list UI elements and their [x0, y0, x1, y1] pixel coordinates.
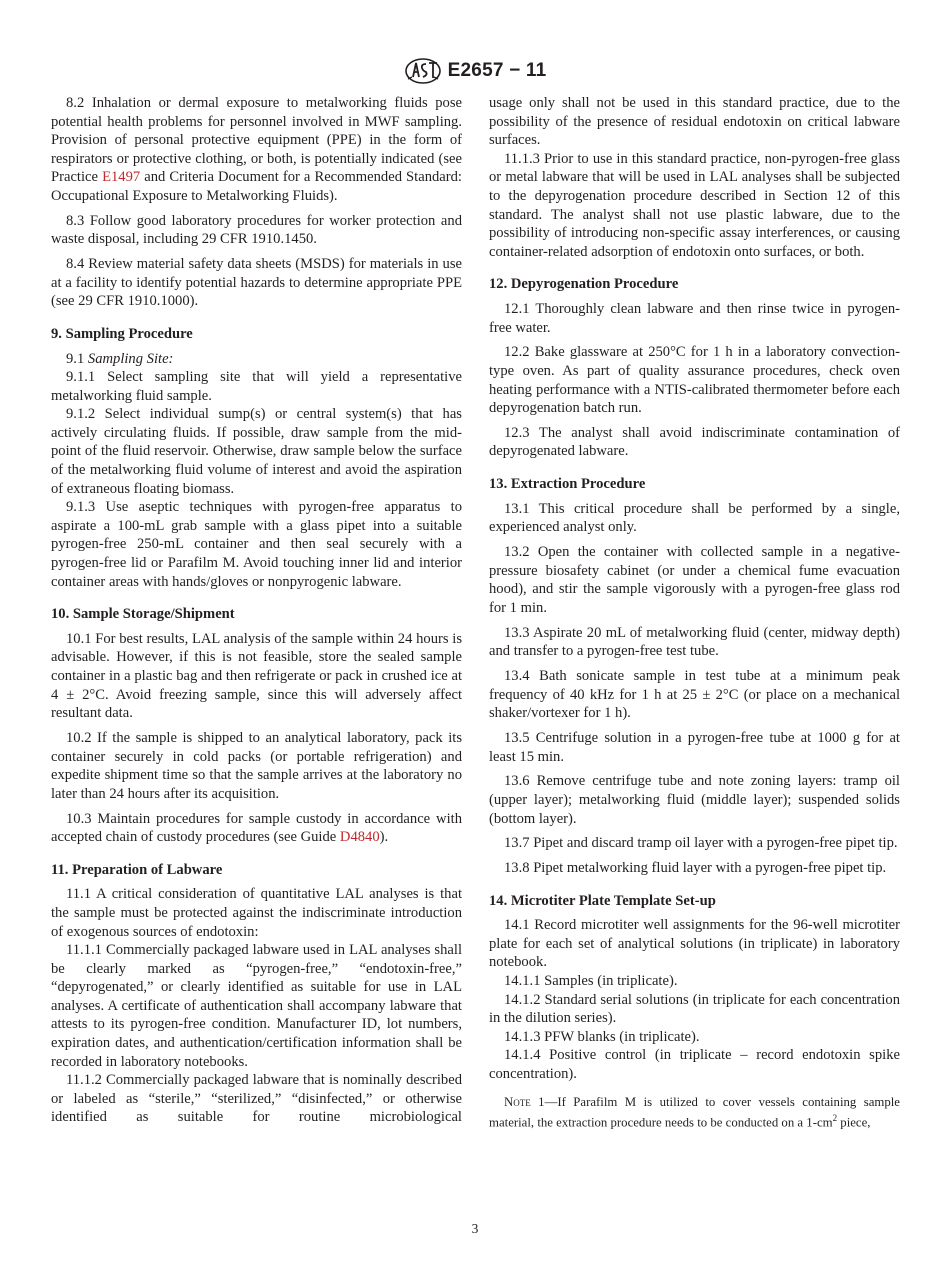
paragraph-13-1: 13.1 This critical procedure shall be performed by a single, experienced analyst only. [489, 500, 900, 536]
section-heading-9: 9. Sampling Procedure [51, 325, 193, 342]
paragraph-13-7: 13.7 Pipet and discard tramp oil layer with a pyrogen-free pipet tip. [504, 835, 898, 852]
paragraph-9-1-3: 9.1.3 Use aseptic techniques with pyrogen-free apparatus to aspirate a 100-mL grab sample with a glass pipet into a suitable pyrogen-free 250-mL container and then seal securely with a pyrogen-free lid or Parafilm M. Avoid touching inner lid and interior container areas with hands/gloves or nonpyrogenic labware. [51, 499, 462, 590]
paragraph-11-1-1: 11.1.1 Commercially packaged labware used in LAL analyses shall be clearly marked as “pyrogen-free,” “endotoxin-free,” “depyrogenated,” or clearly identified as suitable for use in LAL analyses. A certificate of authentication shall accompany labware that attests to its pyrogen-free condition. Manufacturer ID, lot numbers, expiration dates, and authentication/certification information shall be recorded in laboratory notebooks. [51, 942, 462, 1070]
link-e1497[interactable]: E1497 [102, 169, 141, 186]
section-heading-10: 10. Sample Storage/Shipment [51, 606, 235, 623]
right-column [489, 94, 900, 1143]
note-label: Note 1 [504, 1094, 545, 1109]
paragraph-13-3: 13.3 Aspirate 20 mL of metalworking fluid (center, midway depth) and transfer to a pyrogen-free test tube. [489, 624, 900, 660]
paragraph-13-5: 13.5 Centrifuge solution in a pyrogen-free tube at 1000 g for at least 15 min. [489, 729, 900, 765]
paragraph-10-3: 10.3 Maintain procedures for sample custody in accordance with accepted chain of custody procedures (see Guide D4840). [51, 810, 462, 846]
paragraph-13-2: 13.2 Open the container with collected sample in a negative-pressure biosafety cabinet (or under a chemical fume evacuation hood), and stir the sample vigorously with a pyrogen-free glass rod for 1 min. [489, 544, 900, 616]
paragraph-13-4: 13.4 Bath sonicate sample in test tube at a minimum peak frequency of 40 kHz for 1 h at 25 ± 2°C (or place on a mechanical shaker/vortexer for 1 h). [489, 667, 900, 722]
paragraph-14-1-4: 14.1.4 Positive control (in triplicate – record endotoxin spike concentration). [489, 1047, 900, 1082]
paragraph-10-2: 10.2 If the sample is shipped to an analytical laboratory, pack its container securely in cold packs (or portable refrigeration) and expedite shipment time so that the sample arrives at the laboratory no later than 24 hours after its acquisition. [51, 729, 462, 802]
note-1: Note 1—If Parafilm M is utilized to cover vessels containing sample material, the extraction procedure needs to be conducted on a $1-cm^2$ piece, [489, 1094, 900, 1129]
paragraph-9-1-2: 9.1.2 Select individual sump(s) or central system(s) that has actively circulating fluids. If possible, draw sample from the mid-point of the fluid reservoir. Otherwise, draw sample below the surface of the metalworking fluid volume of interest and avoid the aspiration of extraneous floating biomass. [51, 406, 462, 497]
paragraph-13-6: 13.6 Remove centrifuge tube and note zoning layers: tramp oil (upper layer); metalworking fluid (middle layer); suspended solids (bottom layer). [489, 773, 900, 827]
paragraph-8-3: 8.3 Follow good laboratory procedures for worker protection and waste disposal, including 29 CFR 1910.1450. [51, 212, 462, 248]
paragraph-12-1: 12.1 Thoroughly clean labware and then rinse twice in pyrogen-free water. [489, 300, 900, 336]
paragraph-11-1-2-start: 11.1.2 Commercially packaged labware that is nominally described or labeled as “sterile,” “sterilized,” “disinfected,” or otherwise identified as suitable for routine microbiological [51, 1072, 462, 1126]
paragraph-9-1: 9.1 Sampling Site: [66, 350, 174, 367]
paragraph-11-1: 11.1 A critical consideration of quantitative LAL analyses is that the sample must be protected against the indiscriminate introduction of exogenous sources of endotoxin: [51, 886, 462, 940]
paragraph-14-1-3: 14.1.3 PFW blanks (in triplicate). [504, 1028, 700, 1045]
paragraph-14-1-1: 14.1.1 Samples (in triplicate). [504, 973, 678, 990]
paragraph-10-1: 10.1 For best results, LAL analysis of the sample within 24 hours is advisable. However, if this is not feasible, store the sealed sample container in a plastic bag and then refrigerate or pack in crushed ice at 4 ± 2°C. Avoid freezing sample, since this will adversely affect resultant data. [51, 630, 462, 722]
link-d4840[interactable]: D4840 [339, 829, 380, 846]
paragraph-14-1-2: 14.1.2 Standard serial solutions (in triplicate for each concentration in the dilution series). [489, 991, 900, 1027]
left-column [51, 94, 462, 1127]
paragraph-14-1: 14.1 Record microtiter well assignments for the 96-well microtiter plate for each set of analytical solutions (in triplicate) in laboratory notebook. [489, 917, 900, 971]
section-heading-14: 14. Microtiter Plate Template Set-up [489, 892, 716, 909]
paragraph-11-1-3: 11.1.3 Prior to use in this standard practice, non-pyrogen-free glass or metal labware that will be used in LAL analyses shall be subjected to the depyrogenation procedure described in Section 12 of this standard. The analyst shall not use plastic labware, due to the possibility of introducing non-specific assay interferences, or causing container-related adsorption of endotoxin onto surfaces, or both. [489, 150, 900, 260]
paragraph-8-2: 8.2 Inhalation or dermal exposure to metalworking fluids pose potential health problems for personnel involved in MWF sampling. Provision of personal protective equipment (PPE) in the form of respirators or protective clothing, or both, is potentially indicated (see Practice E1497 and Criteria Document for a Recommended Standard: Occupational Exposure to Metalworking Fluids). [51, 95, 462, 204]
page-number: 3 [471, 1221, 479, 1236]
paragraph-9-1-1: 9.1.1 Select sampling site that will yield a representative metalworking fluid sample. [51, 369, 462, 404]
paragraph-8-4: 8.4 Review material safety data sheets (MSDS) for materials in use at a facility to identify potential hazards to determine appropriate PPE (see 29 CFR 1910.1000). [51, 256, 462, 310]
paragraph-13-8: 13.8 Pipet metalworking fluid layer with a pyrogen-free pipet tip. [504, 860, 887, 877]
section-heading-11: 11. Preparation of Labware [51, 861, 223, 878]
paragraph-12-3: 12.3 The analyst shall avoid indiscriminate contamination of depyrogenated labware. [489, 424, 900, 460]
document-id: E2657 − 11 [447, 60, 547, 81]
paragraph-12-2: 12.2 Bake glassware at 250°C for 1 h in a laboratory convection-type oven. As part of quality assurance procedures, check oven heating performance with a NTIS-calibrated thermometer before each depyrogenation batch run. [489, 344, 900, 417]
paragraph-11-1-2-end: usage only shall not be used in this standard practice, due to the possibility of the presence of residual endotoxin on critical labware surfaces. [489, 95, 900, 149]
section-heading-13: 13. Extraction Procedure [489, 476, 646, 493]
document-header [0, 56, 950, 86]
section-heading-12: 12. Depyrogenation Procedure [489, 276, 679, 293]
astm-logo-icon [404, 57, 442, 85]
